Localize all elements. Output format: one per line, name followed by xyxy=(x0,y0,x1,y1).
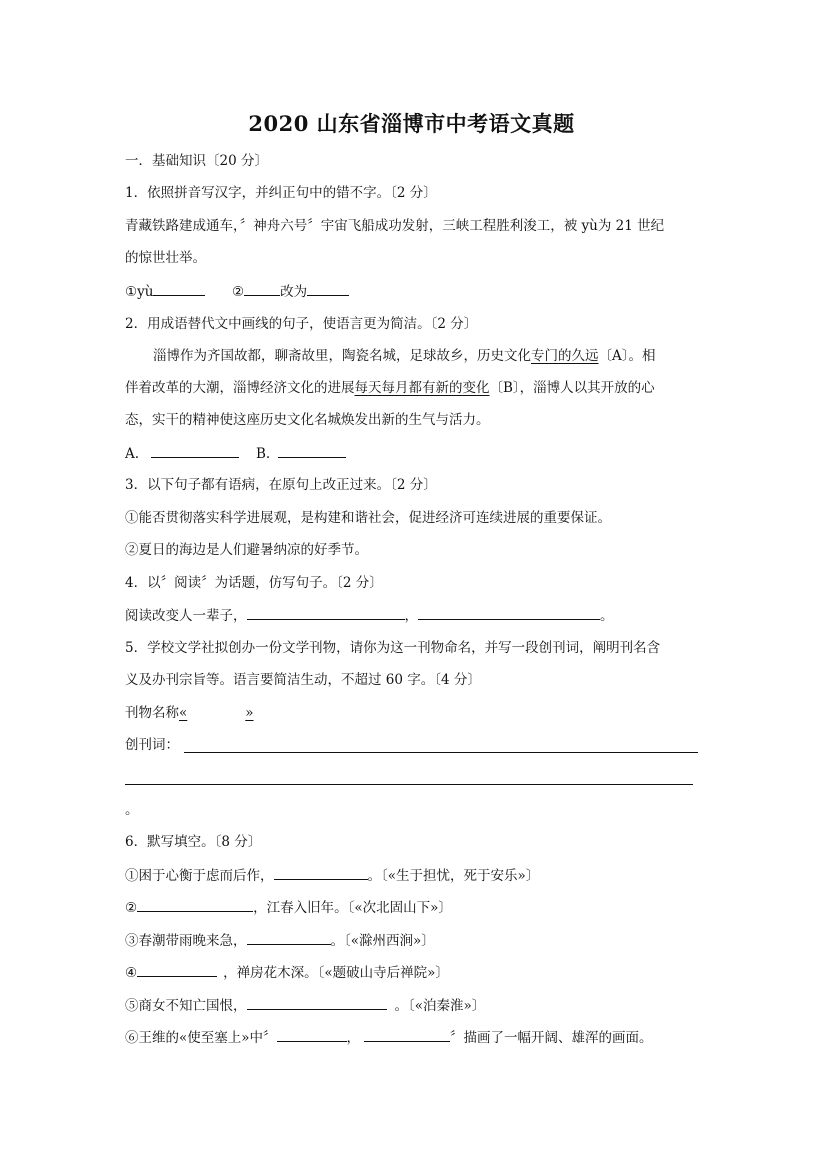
q1-answer1-blank[interactable] xyxy=(153,281,205,296)
q5-name-row xyxy=(125,703,700,723)
q2-passage-line2 xyxy=(125,378,700,398)
q6-blank1[interactable] xyxy=(274,865,368,880)
q4-blank2[interactable] xyxy=(418,605,600,620)
q2-passage-line1 xyxy=(153,346,728,366)
q6-blank6a[interactable] xyxy=(277,1027,347,1042)
q5-name-label: 刊物名称 xyxy=(125,705,179,721)
q4-prompt: 4．以〞阅读〞为话题，仿写句子。〔2 分〕 xyxy=(125,575,383,591)
q3-sentence2: ②夏日的海边是人们避暑纳凉的好季节。 xyxy=(125,542,368,558)
q5-intro-label: 创刊词： xyxy=(125,737,179,753)
q1-answer2-blank[interactable] xyxy=(244,281,280,296)
q6-line4: ④ ，禅房花木深。〔«题破山寺后禅院»〕 xyxy=(125,962,700,983)
q2-p1-tail: 〔A〕。相 xyxy=(598,348,656,364)
section-heading: 一．基础知识〔20 分〕 xyxy=(125,153,268,169)
q5-end-mark: 。 xyxy=(125,802,139,818)
q1-text-line1: 青藏铁路建成通车，〞神舟六号〞宇宙飞船成功发射，三峡工程胜利浚工，被 yù为 21 世纪 xyxy=(125,218,665,234)
q4-blank1[interactable] xyxy=(247,605,405,620)
q6-blank5[interactable] xyxy=(247,995,387,1010)
q6-blank3[interactable] xyxy=(247,930,331,945)
q5-intro-line2[interactable] xyxy=(125,784,693,785)
q6-blank2[interactable] xyxy=(137,897,253,912)
q2-prompt: 2．用成语替代文中画线的句子，使语言更为简洁。〔2 分〕 xyxy=(125,316,478,332)
q6-blank6b[interactable] xyxy=(364,1027,450,1042)
q6-line1: ①困于心衡于虑而后作， 。〔«生于担忧，死于安乐»〕 xyxy=(125,865,700,886)
q5-prompt-line2: 义及办刊宗旨等。语言要简洁生动，不超过 60 字。〔4 分〕 xyxy=(125,672,481,688)
q5-name-field[interactable]: « » xyxy=(179,705,254,721)
page-title: 2020 山东省淄博市中考语文真题 xyxy=(248,111,575,136)
q1-answer2-label: ② xyxy=(232,284,245,300)
q1-answer1-label: ①yù xyxy=(125,284,154,300)
q5-prompt-line1: 5．学校文学社拟创办一份文学刊物，请你为这一刊物命名，并写一段创刊词，阐明刊名含 xyxy=(125,640,661,656)
q6-line5: ⑤商女不知亡国恨， 。〔«泊秦淮»〕 xyxy=(125,995,700,1016)
q6-prompt: 6．默写填空。〔8 分〕 xyxy=(125,834,262,850)
q2-label-a: A. xyxy=(125,446,140,462)
q2-underlined-a: 专门的久远 xyxy=(531,348,599,364)
q2-answer-row xyxy=(125,443,700,464)
q4-end: 。 xyxy=(600,608,614,624)
q6-line2: ② ，江春入旧年。〔«次北固山下»〕 xyxy=(125,897,700,918)
q3-sentence1: ①能否贯彻落实科学进展观，是构建和谐社会，促进经济可连续进展的重要保证。 xyxy=(125,510,611,526)
q2-p2-text: 伴着改革的大潮，淄博经济文化的进展 xyxy=(125,380,355,396)
q2-p1-text: 淄博作为齐国故都，聊斋故里，陶瓷名城，足球故乡，历史文化 xyxy=(153,348,531,364)
q4-sep: ， xyxy=(404,608,418,624)
q2-underlined-b: 每天每月都有新的变化 xyxy=(354,380,490,396)
q1-answer2-mid: 改为 xyxy=(280,284,308,300)
q2-answer-a-blank[interactable] xyxy=(151,443,239,458)
q1-text-line2: 的惊世壮举。 xyxy=(125,250,206,266)
q4-lead: 阅读改变人一辈子， xyxy=(125,608,247,624)
q6-line6: ⑥王维的«使至塞上»中〞 ， 〞描画了一幅开阔、雄浑的画面。 xyxy=(125,1027,700,1048)
q6-line3: ③春潮带雨晚来急， 。〔«滁州西涧»〕 xyxy=(125,930,700,951)
q5-intro-line1[interactable] xyxy=(184,752,698,753)
q1-answer2-correction-blank[interactable] xyxy=(307,281,349,296)
q2-p2-tail: 〔B〕，淄博人以其开放的心 xyxy=(489,380,655,396)
q1-answer-row xyxy=(125,281,700,302)
q2-passage-line3: 态，实干的精神使这座历史文化名城焕发出新的生气与活力。 xyxy=(125,412,490,428)
q2-label-b: B. xyxy=(255,446,271,462)
q6-blank4[interactable] xyxy=(137,962,217,977)
q4-answer-row xyxy=(125,605,700,626)
q2-answer-b-blank[interactable] xyxy=(278,443,346,458)
q1-prompt: 1．依照拼音写汉字，并纠正句中的错不字。〔2 分〕 xyxy=(125,185,437,201)
q3-prompt: 3．以下句子都有语病，在原句上改正过来。〔2 分〕 xyxy=(125,477,437,493)
